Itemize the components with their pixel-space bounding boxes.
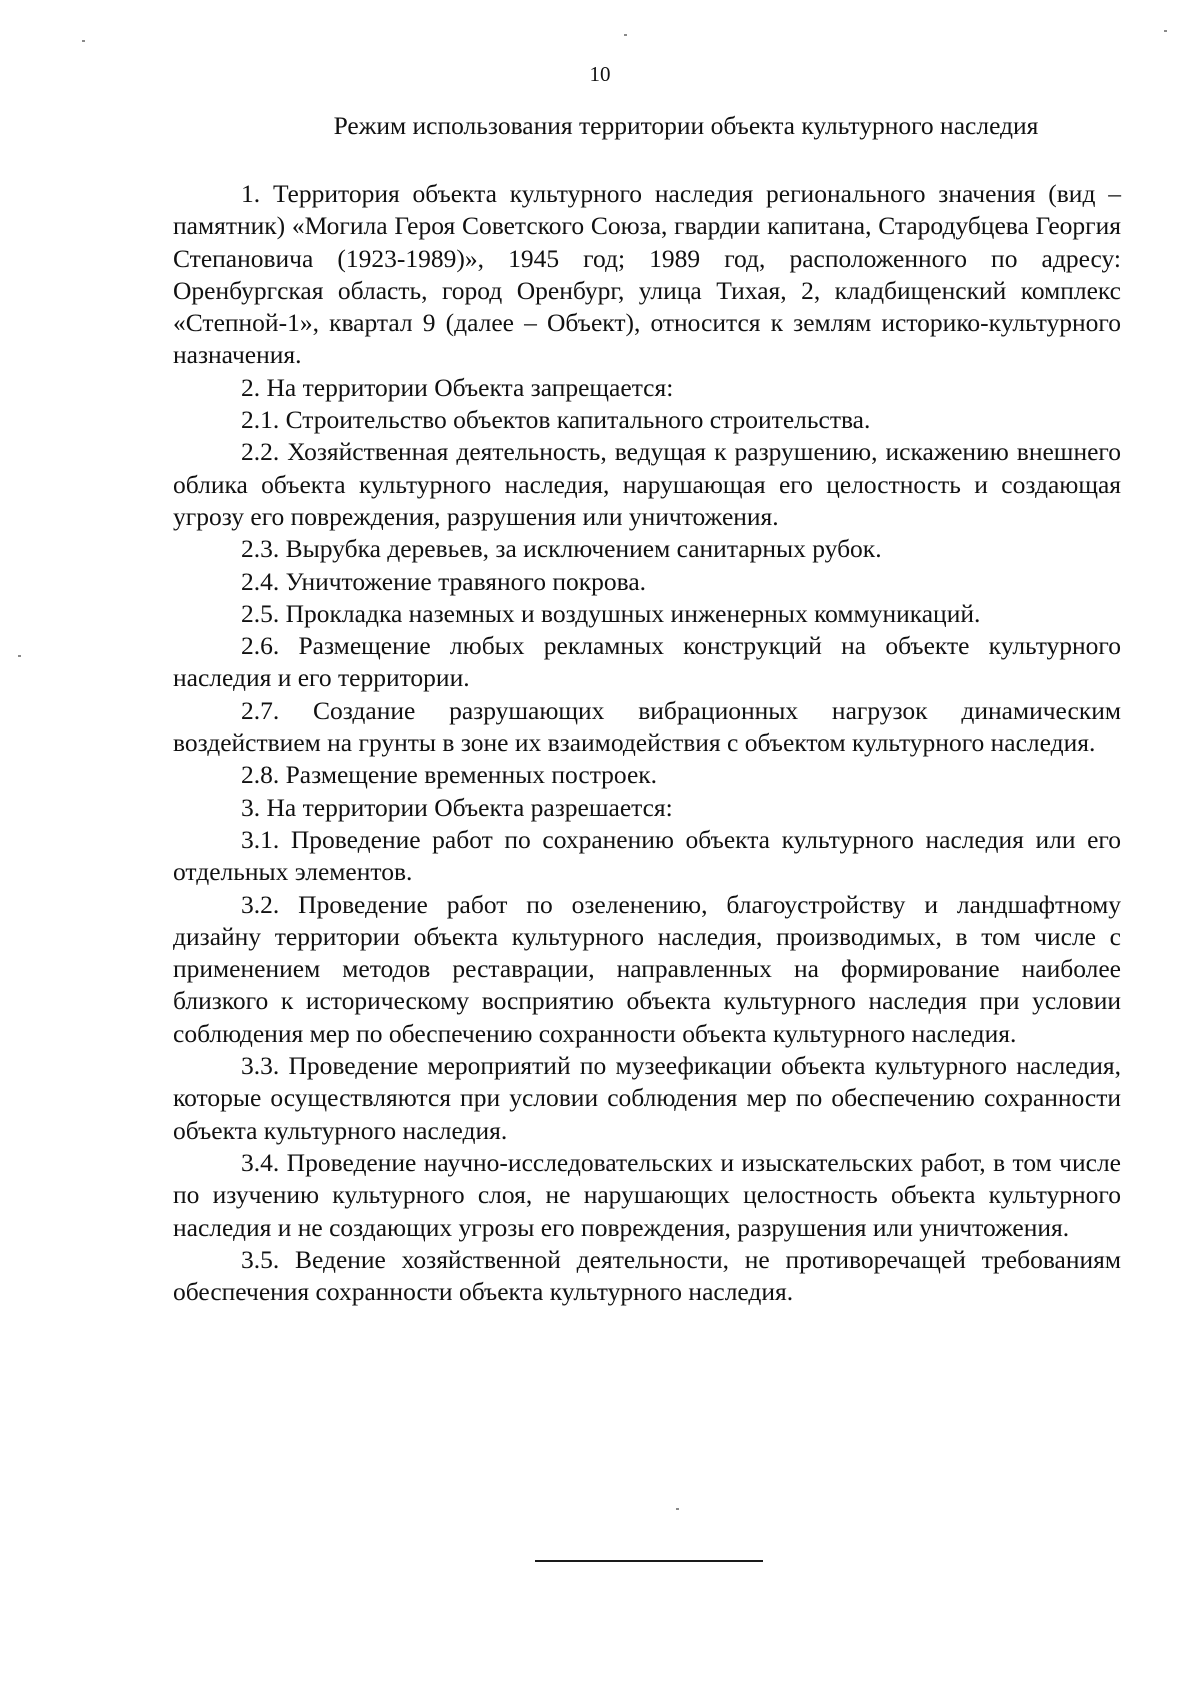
scan-speck (676, 1508, 679, 1510)
paragraph-1: 1. Территория объекта культурного наследия регионального значения (вид – памятник) «Могила Героя Советского Союза, гвардии капитана, Стародубцева Георгия Степановича (1923-1989)», 1945 год; 1989 год, расположенного по адресу: Оренбургская область, город Оренбург, улица Тихая, 2, кладбищенский комплекс «Степной-1», квартал 9 (далее – Объект), относится к землям историко-культурного назначения. (173, 179, 1121, 370)
scan-speck (82, 40, 85, 42)
paragraph-3-2: 3.2. Проведение работ по озеленению, благоустройству и ландшафтному дизайну территории объекта культурного наследия, производимых, в том числе с применением методов реставрации, направленных на формирование наиболее близкого к историческому восприятию объекта культурного наследия при условии соблюдения мер по обеспечению сохранности объекта культурного наследия. (173, 889, 1121, 1048)
paragraph-3-5: 3.5. Ведение хозяйственной деятельности, не противоречащей требованиям обеспечения сохранности объекта культурного наследия. (173, 1244, 1121, 1307)
page-number: 10 (589, 62, 611, 86)
paragraph-3-1: 3.1. Проведение работ по сохранению объекта культурного наследия или его отдельных элементов. (173, 824, 1121, 887)
paragraph-2-1: 2.1. Строительство объектов капитального строительства. (241, 405, 871, 435)
paragraph-2-6: 2.6. Размещение любых рекламных конструкций на объекте культурного наследия и его территории. (173, 631, 1121, 693)
paragraph-3-3: 3.3. Проведение мероприятий по музеефикации объекта культурного наследия, которые осуществляются при условии соблюдения мер по обеспечению сохранности объекта культурного наследия. (173, 1051, 1121, 1145)
scan-speck (624, 34, 627, 36)
paragraph-2-5: 2.5. Прокладка наземных и воздушных инженерных коммуникаций. (241, 598, 981, 628)
paragraph-2-3: 2.3. Вырубка деревьев, за исключением санитарных рубок. (241, 534, 882, 564)
document-title: Режим использования территории объекта культурного наследия (333, 111, 1039, 140)
document-body (173, 178, 1121, 1308)
scan-speck (18, 655, 21, 657)
paragraph-3: 3. На территории Объекта разрешается: (241, 792, 673, 822)
paragraph-2-4: 2.4. Уничтожение травяного покрова. (241, 566, 647, 596)
paragraph-2-8: 2.8. Размещение временных построек. (241, 760, 658, 790)
scan-speck (1164, 30, 1167, 32)
paragraph-2-7: 2.7. Создание разрушающих вибрационных нагрузок динамическим воздействием на грунты в зоне их взаимодействия с объектом культурного наследия. (173, 695, 1121, 758)
paragraph-2-2: 2.2. Хозяйственная деятельность, ведущая к разрушению, искажению внешнего облика объекта культурного наследия, нарушающая его целостность и создающая угрозу его повреждения, разрушения или уничтожения. (173, 437, 1121, 531)
paragraph-2: 2. На территории Объекта запрещается: (241, 372, 674, 402)
end-of-document-rule (535, 1560, 763, 1562)
paragraph-3-4: 3.4. Проведение научно-исследовательских и изыскательских работ, в том числе по изучению культурного слоя, не нарушающих целостность объекта культурного наследия и не создающих угрозы его повреждения, разрушения или уничтожения. (173, 1147, 1121, 1242)
